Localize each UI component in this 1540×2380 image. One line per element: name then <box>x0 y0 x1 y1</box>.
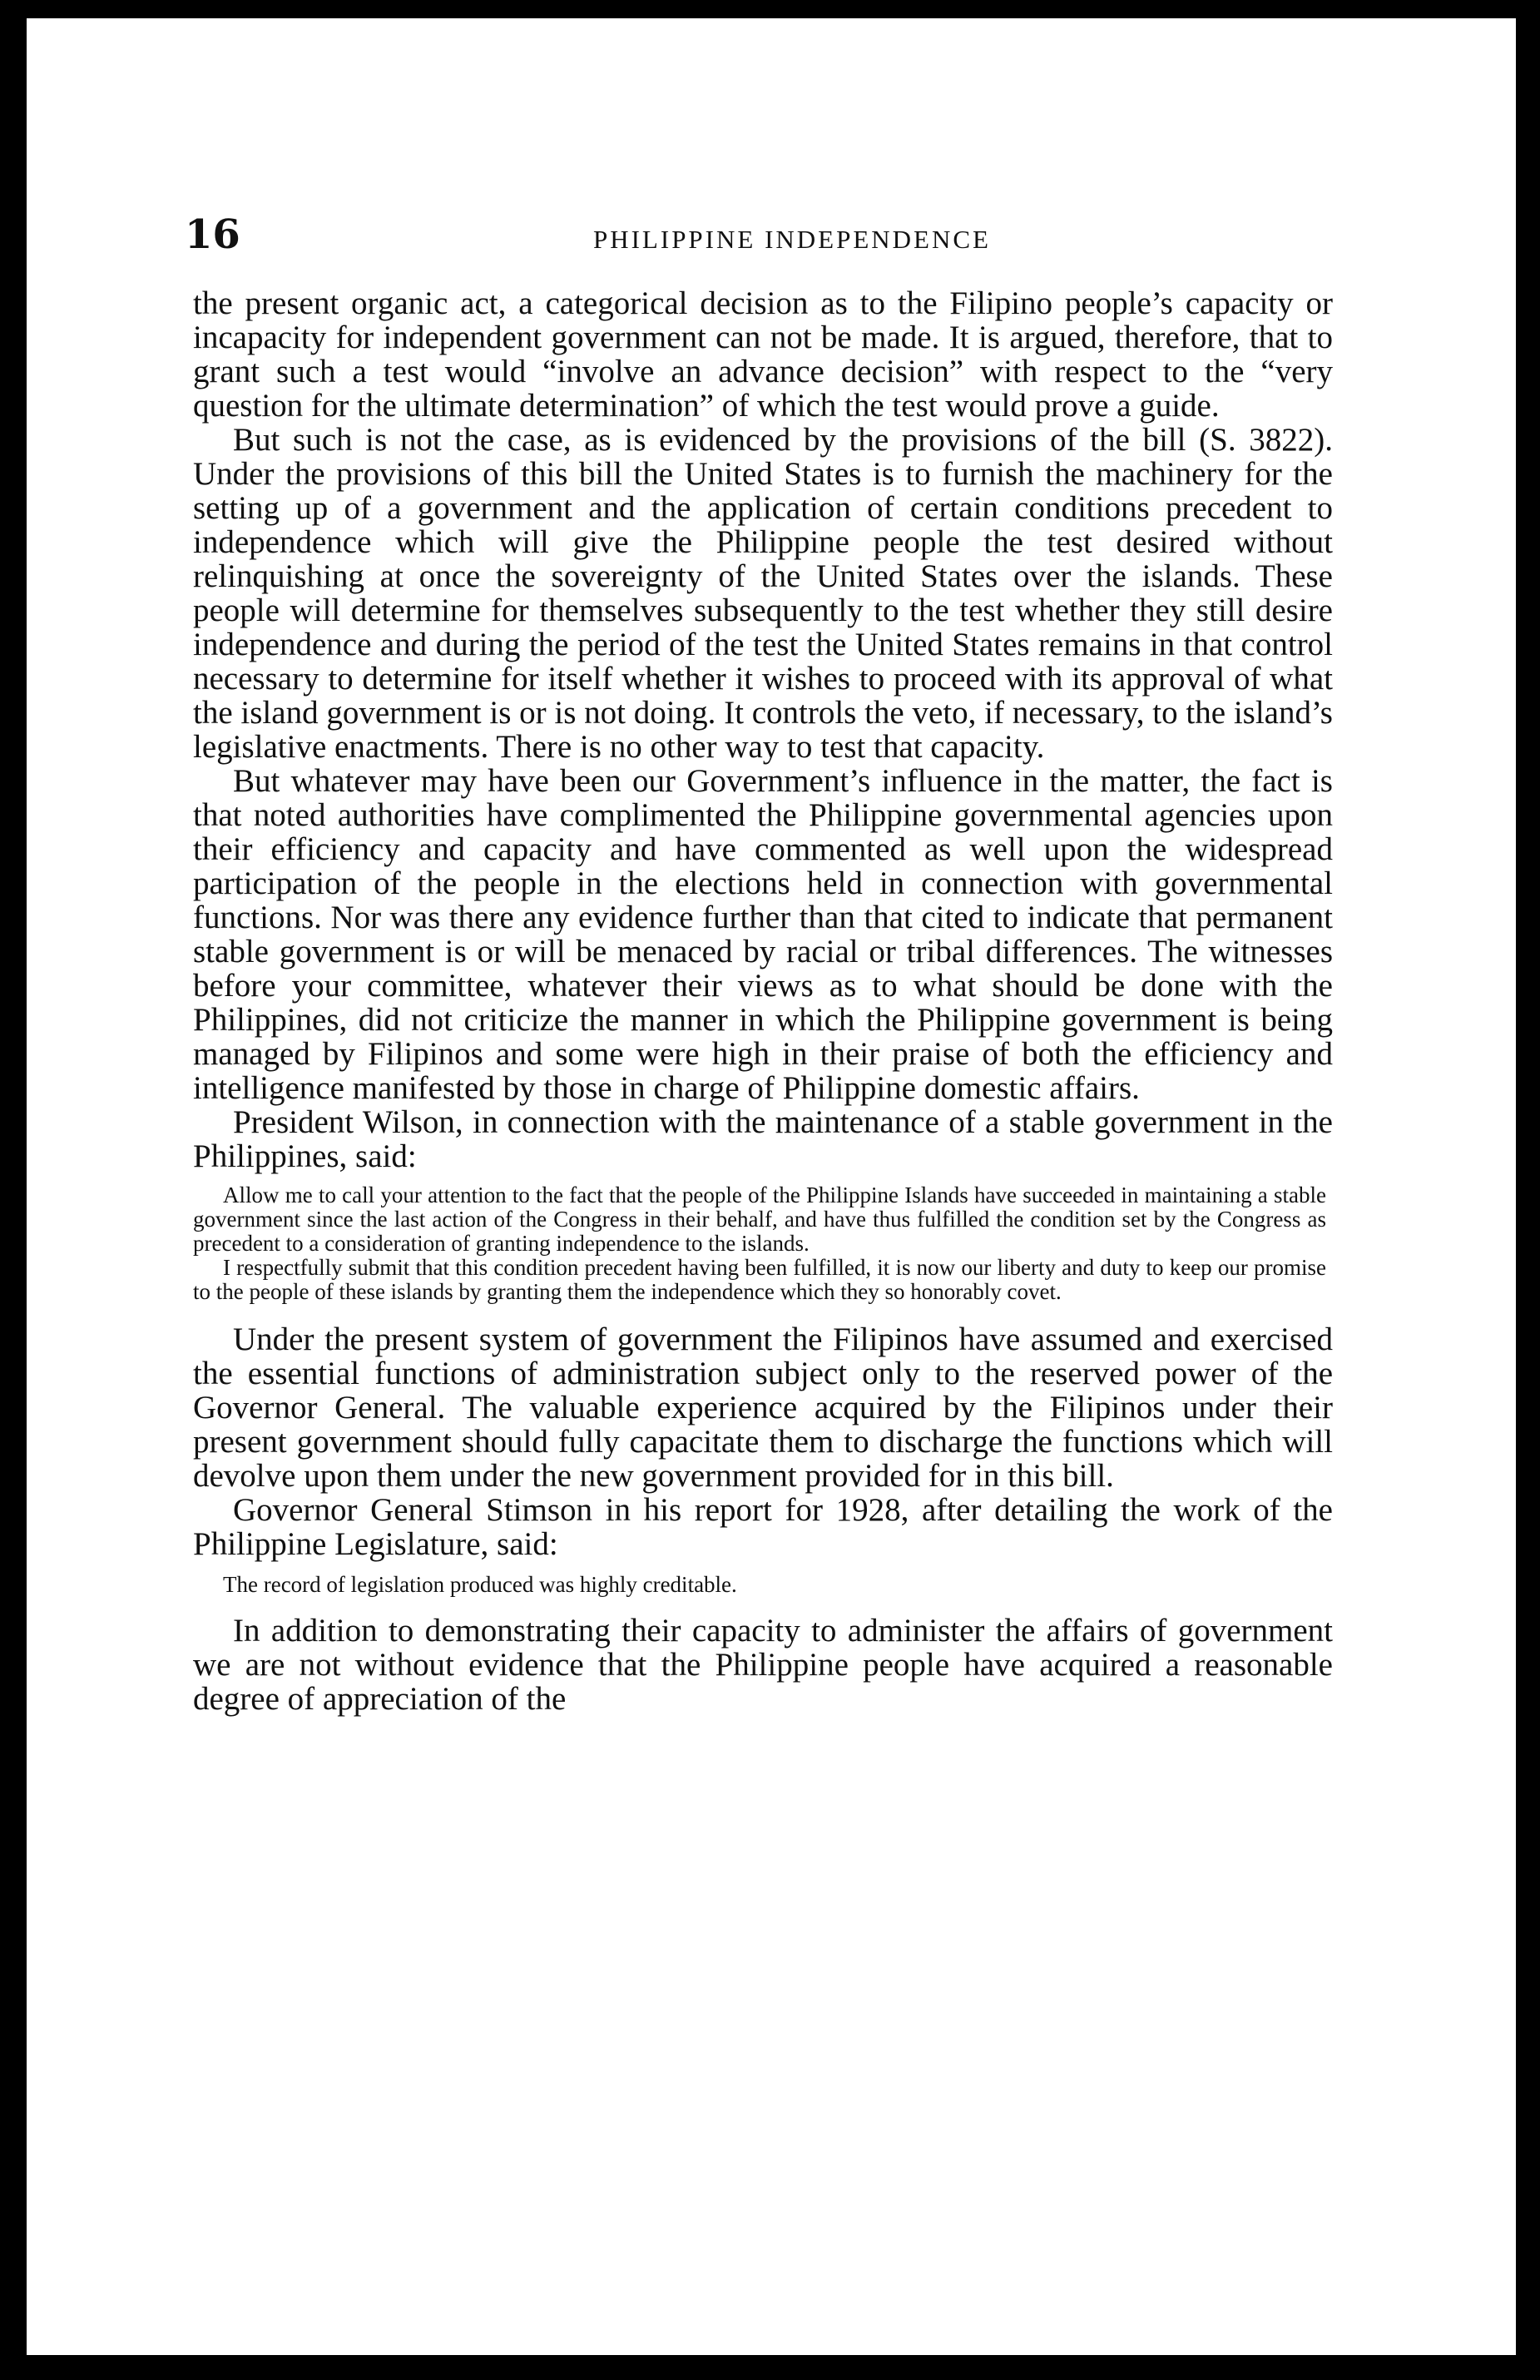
page-header <box>185 211 1366 270</box>
body-text <box>193 286 1333 1716</box>
paragraph-bill-provisions: But such is not the case, as is evidenced by the provisions of the bill (S. 3822). Under the provisions of this bill the United States is to furnish the machinery for the setting up of a government and the application of certain conditions precedent to independence which will give the Philippine people the test desired without relinquishing at once the sovereignty of the United States over the islands. These people will determine for themselves subsequently to the test whether they still desire independence and during the period of the test the United States remains in that control necessary to determine for itself whether it wishes to proceed with its approval of what the island government is or is not doing. It controls the veto, if necessary, to the island’s legislative enactments. There is no other way to test that capacity. <box>193 422 1333 765</box>
stimson-quote: The record of legislation produced was highly creditable. <box>223 1572 737 1597</box>
paragraph-present-system: Under the present system of government the Filipinos have assumed and exercised the essential functions of administration subject only to the reserved power of the Governor General. The valuable experience acquired by the Filipinos under their present government should fully capacitate them to discharge the functions which will devolve upon them under the new government provided for in this bill. <box>193 1321 1333 1494</box>
paragraph-government-influence: But whatever may have been our Government’s influence in the matter, the fact is that noted authorities have complimented the Philippine governmental agencies upon their efficiency and capacity and have commented as well upon the widespread participation of the people in the elections held in connection with governmental functions. Nor was there any evidence further than that cited to indicate that permanent stable government is or will be menaced by racial or tribal differences. The witnesses before your committee, whatever their views as to what should be done with the Philippines, did not criticize the manner in which the Philippine government is being managed by Filipinos and some were high in their praise of both the efficiency and intelligence manifested by those in charge of Philippine domestic affairs. <box>193 763 1333 1106</box>
paragraph-final: In addition to demonstrating their capacity to administer the affairs of government we are not without evidence that the Philippine people have acquired a reasonable degree of appreciation of the <box>193 1613 1333 1717</box>
document-page <box>27 18 1516 2355</box>
wilson-quote-part-2: I respectfully submit that this condition precedent having been fulfilled, it is now our liberty and duty to keep our promise to the people of these islands by granting them the independence which they so honorably covet. <box>193 1255 1326 1304</box>
wilson-quote-part-1: Allow me to call your attention to the fact that the people of the Philippine Islands have succeeded in maintaining a stable government since the last action of the Congress in their behalf, and have thus fulfilled the condition set by the Congress as precedent to a consideration of granting independence to the islands. <box>193 1183 1326 1256</box>
running-head: PHILIPPINE INDEPENDENCE <box>592 225 991 254</box>
paragraph-stimson-intro: Governor General Stimson in his report for 1928, after detailing the work of the Philippine Legislature, said: <box>193 1492 1333 1562</box>
paragraph-wilson-intro: President Wilson, in connection with the maintenance of a stable government in the Philippines, said: <box>193 1104 1333 1174</box>
paragraph-continued: the present organic act, a categorical decision as to the Filipino people’s capacity or incapacity for independent government can not be made. It is argued, therefore, that to grant such a test would “involve an advance decision” with respect to the “very question for the ultimate determination” of which the test would prove a guide. <box>193 285 1333 424</box>
page-number: 16 <box>185 211 240 258</box>
